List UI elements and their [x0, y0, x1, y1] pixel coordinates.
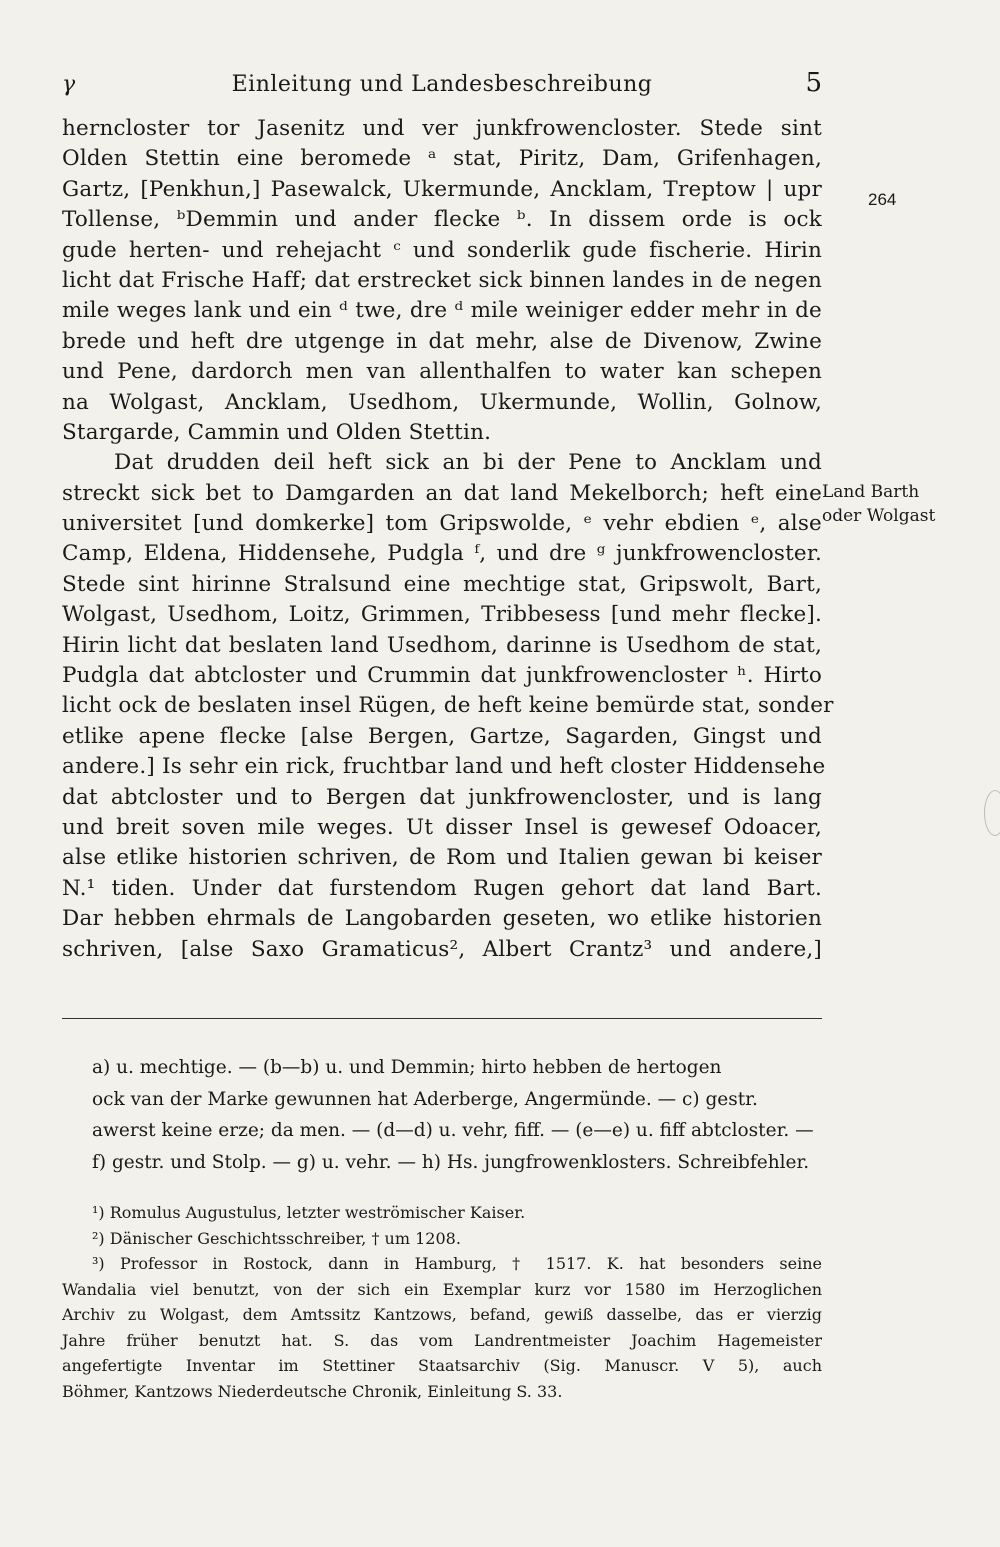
margin-note-line: Land Barth [822, 482, 920, 502]
text-line: Stede sint hirinne Stralsund eine mechtige stat, Gripswolt, Bart, [62, 571, 822, 597]
margin-note-line: oder Wolgast [822, 506, 936, 526]
footnote-line: Jahre früher benutzt hat. S. das vom Landrentmeister Joachim Hagemeister [62, 1330, 822, 1350]
text-line: und Pene, dardorch men van allenthalfen to water kan schepen [62, 359, 822, 385]
footnote-line: Wandalia viel benutzt, von der sich ein Exemplar kurz vor 1580 im Herzoglichen [62, 1279, 822, 1299]
text-line: Dat drudden deil heft sick an bi der Pene to Ancklam und [114, 450, 822, 476]
text-line: alse etlike historien schriven, de Rom und Italien gewan bi keiser [62, 845, 822, 871]
running-header [62, 68, 822, 108]
text-line: dat abtcloster und to Bergen dat junkfrowencloster, und is lang [62, 784, 822, 810]
apparatus-line: a) u. mechtige. — (b—b) u. und Demmin; hirto hebben de hertogen [92, 1057, 722, 1078]
text-line: Wolgast, Usedhom, Loitz, Grimmen, Tribbesess [und mehr flecke]. [62, 602, 822, 628]
footnote-line: Böhmer, Kantzows Niederdeutsche Chronik, Einleitung S. 33. [62, 1381, 563, 1401]
scan-artifact [984, 790, 1000, 836]
text-line: Dar hebben ehrmals de Langobarden geseten, wo etlike historien [62, 906, 822, 932]
text-line: andere.] Is sehr ein rick, fruchtbar land und heft closter Hiddensehe [62, 754, 826, 780]
text-line: N.¹ tiden. Under dat furstendom Rugen gehort dat land Bart. [62, 875, 822, 901]
text-line: licht ock de beslaten insel Rügen, de heft keine bemürde stat, sonder [62, 693, 834, 719]
text-line: Pudgla dat abtcloster und Crummin dat junkfrowencloster ʰ. Hirto [62, 663, 822, 689]
text-line: universitet [und domkerke] tom Gripswolde, ᵉ vehr ebdien ᵉ, alse [62, 511, 822, 537]
text-line: mile weges lank und ein ᵈ twe, dre ᵈ mile weiniger edder mehr in de [62, 298, 822, 324]
critical-apparatus [92, 1052, 822, 1178]
footnote-line: ¹) Romulus Augustulus, letzter weströmischer Kaiser. [92, 1203, 526, 1222]
footnote-divider [62, 1018, 822, 1019]
margin-note [822, 480, 992, 528]
margin-page-reference: 264 [868, 190, 897, 209]
footnote-line: Archiv zu Wolgast, dem Amtssitz Kantzows, befand, gewiß dasselbe, das er vierzig [62, 1305, 822, 1324]
text-line: Hirin licht dat beslaten land Usedhom, darinne is Usedhom de stat, [62, 632, 822, 658]
text-line: na Wolgast, Ancklam, Usedhom, Ukermunde, Wollin, Golnow, [62, 389, 822, 415]
text-line: Camp, Eldena, Hiddensehe, Pudgla ᶠ, und dre ᵍ junkfrowencloster. [62, 541, 822, 567]
footnotes [62, 1200, 822, 1404]
signature-mark: γ [62, 72, 76, 97]
text-line: Gartz, [Penkhun,] Pasewalck, Ukermunde, Ancklam, Treptow | upr [62, 176, 822, 202]
text-line: etlike apene flecke [alse Bergen, Gartze, Sagarden, Gingst und [62, 723, 822, 749]
text-line: streckt sick bet to Damgarden an dat land Mekelborch; heft eine [62, 480, 822, 506]
text-line: Stargarde, Cammin und Olden Stettin. [62, 419, 492, 445]
footnote-line: angefertigte Inventar im Stettiner Staatsarchiv (Sig. Manuscr. V 5), auch [62, 1356, 822, 1375]
text-line: und breit soven mile weges. Ut disser Insel is gewesef Odoacer, [62, 814, 822, 840]
apparatus-line: f) gestr. und Stolp. — g) u. vehr. — h) Hs. jungfrowenklosters. Schreibfehler. [92, 1151, 810, 1173]
text-line: Olden Stettin eine beromede ᵃ stat, Piritz, Dam, Grifenhagen, [62, 146, 822, 172]
text-line: licht dat Frische Haff; dat erstrecket sick binnen landes in de negen [62, 267, 822, 293]
text-line: Tollense, ᵇDemmin und ander flecke ᵇ. In dissem orde is ock [62, 207, 822, 233]
text-line: herncloster tor Jasenitz und ver junkfrowencloster. Stede sint [62, 116, 822, 141]
apparatus-line: ock van der Marke gewunnen hat Aderberge, Angermünde. — c) gestr. [92, 1088, 758, 1110]
footnote-line: ³) Professor in Rostock, dann in Hamburg, † 1517. K. hat besonders seine [92, 1254, 822, 1273]
text-line: schriven, [alse Saxo Gramaticus², Albert Crantz³ und andere,] [62, 936, 822, 962]
running-title: Einleitung und Landesbeschreibung [231, 72, 653, 97]
main-text [62, 114, 834, 965]
footnote-line: ²) Dänischer Geschichtsschreiber, † um 1208. [92, 1228, 461, 1248]
text-line: gude herten- und rehejacht ᶜ und sonderlik gude fischerie. Hirin [62, 237, 822, 263]
apparatus-line: awerst keine erze; da men. — (d—d) u. vehr, fiff. — (e—e) u. fiff abtcloster. — [92, 1120, 814, 1141]
page-number: 5 [805, 68, 822, 98]
text-line: brede und heft dre utgenge in dat mehr, alse de Divenow, Zwine [62, 328, 822, 354]
